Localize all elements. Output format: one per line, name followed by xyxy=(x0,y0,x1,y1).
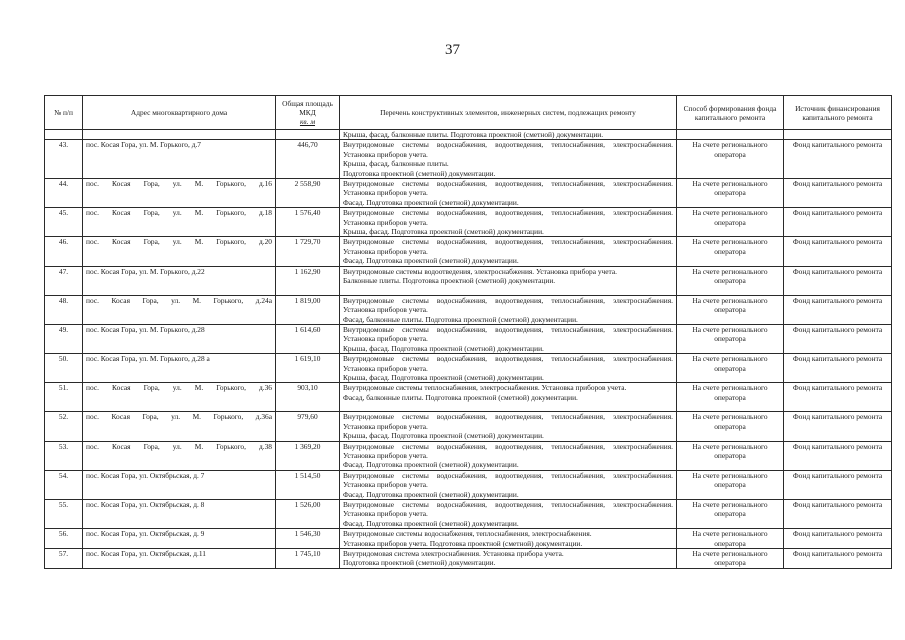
row-address: пос. Косая Гора, ул. Октябрьская, д. 7 xyxy=(83,470,276,499)
works-line: Подготовка проектной (сметной) документации. xyxy=(343,558,496,568)
row-method: На счете регионального оператора xyxy=(677,500,784,529)
row-works xyxy=(340,324,677,353)
row-method: На счете регионального оператора xyxy=(677,324,784,353)
row-number: 44. xyxy=(45,179,83,208)
row-method: На счете регионального оператора xyxy=(677,441,784,470)
works-line: Внутридомовые системы водоснабжения, водоотведения, теплоснабжения, электроснабжения. Установка приборов учета. xyxy=(343,140,673,159)
row-source: Фонд капитального ремонта xyxy=(784,266,892,295)
row-number: 56. xyxy=(45,529,83,549)
table-row xyxy=(45,140,892,179)
row-source: Фонд капитального ремонта xyxy=(784,140,892,179)
row-area: 1 614,60 xyxy=(276,324,340,353)
header-works: Перечень конструктивных элементов, инженерных систем, подлежащих ремонту xyxy=(340,96,677,130)
works-line: Внутридомовые системы водоснабжения, теплоснабжения, электроснабжения. xyxy=(343,529,592,539)
header-row xyxy=(45,96,892,130)
works-line: Внутридомовые системы водоснабжения, водоотведения, теплоснабжения, электроснабжения. Установка приборов учета. xyxy=(343,441,673,460)
row-source: Фонд капитального ремонта xyxy=(784,354,892,383)
works-line: Фасад. Подготовка проектной (сметной) документации. xyxy=(343,197,519,207)
header-method: Способ формирования фонда капитального ремонта xyxy=(677,96,784,130)
row-works xyxy=(340,500,677,529)
row-address: пос. Косая Гора, ул. Октябрьская, д. 8 xyxy=(83,500,276,529)
works-line: Подготовка проектной (сметной) документации. xyxy=(343,168,496,178)
row-works xyxy=(340,140,677,179)
works-line: Крыша, фасад. Подготовка проектной (сметной) документации. xyxy=(343,372,544,382)
row-area: 1 369,20 xyxy=(276,441,340,470)
table-row xyxy=(45,237,892,266)
row-area: 1 162,90 xyxy=(276,266,340,295)
row-method: На счете регионального оператора xyxy=(677,549,784,569)
works-line: Внутридомовые системы водоснабжения, водоотведения, теплоснабжения, электроснабжения. Установка приборов учета. xyxy=(343,412,673,431)
works-line: Внутридомовая система электроснабжения. Установка прибора учета. xyxy=(343,549,564,559)
row-area: 1 514,50 xyxy=(276,470,340,499)
row-number: 46. xyxy=(45,237,83,266)
cell-works: Крыша, фасад, балконные плиты. Подготовка проектной (сметной) документации. xyxy=(340,130,677,140)
row-area: 2 558,90 xyxy=(276,179,340,208)
row-address: пос. Косая Гора, ул. М. Горького, д.28 xyxy=(83,324,276,353)
row-works xyxy=(340,470,677,499)
row-address: пос. Косая Гора, ул. М. Горького, д.20 xyxy=(83,237,276,266)
row-method: На счете регионального оператора xyxy=(677,383,784,412)
row-method: На счете регионального оператора xyxy=(677,179,784,208)
cell-source xyxy=(784,130,892,140)
row-source: Фонд капитального ремонта xyxy=(784,549,892,569)
row-method: На счете регионального оператора xyxy=(677,140,784,179)
header-source: Источник финансирования капитального ремонта xyxy=(784,96,892,130)
row-works xyxy=(340,237,677,266)
row-source: Фонд капитального ремонта xyxy=(784,179,892,208)
works-line: Крыша, фасад. Подготовка проектной (сметной) документации. xyxy=(343,343,544,353)
row-number: 43. xyxy=(45,140,83,179)
row-source: Фонд капитального ремонта xyxy=(784,441,892,470)
works-line: Фасад. Подготовка проектной (сметной) документации. xyxy=(343,518,519,528)
works-line: Внутридомовые системы водоотведения, электроснабжения. Установка прибора учета. xyxy=(343,266,617,276)
row-area: 1 546,30 xyxy=(276,529,340,549)
row-works xyxy=(340,383,677,412)
row-works xyxy=(340,412,677,441)
row-area: 903,10 xyxy=(276,383,340,412)
cell-method xyxy=(677,130,784,140)
row-number: 57. xyxy=(45,549,83,569)
row-address: пос. Косая Гора, ул. Октябрьская, д.11 xyxy=(83,549,276,569)
row-source: Фонд капитального ремонта xyxy=(784,324,892,353)
row-works xyxy=(340,529,677,549)
row-address: пос. Косая Гора, ул. М. Горького, д.36а xyxy=(83,412,276,441)
row-address: пос. Косая Гора, ул. М. Горького, д.24а xyxy=(83,295,276,324)
row-number: 48. xyxy=(45,295,83,324)
row-number: 51. xyxy=(45,383,83,412)
row-method: На счете регионального оператора xyxy=(677,237,784,266)
row-works xyxy=(340,266,677,295)
works-line: Внутридомовые системы водоснабжения, водоотведения, теплоснабжения, электроснабжения. Установка приборов учета. xyxy=(343,354,673,373)
table-row xyxy=(45,500,892,529)
row-number: 50. xyxy=(45,354,83,383)
row-address: пос. Косая Гора, ул. М. Горького, д.7 xyxy=(83,140,276,179)
row-source: Фонд капитального ремонта xyxy=(784,412,892,441)
table-row xyxy=(45,529,892,549)
row-number: 54. xyxy=(45,470,83,499)
row-area: 1 526,00 xyxy=(276,500,340,529)
cell-num xyxy=(45,130,83,140)
row-works xyxy=(340,441,677,470)
row-method: На счете регионального оператора xyxy=(677,529,784,549)
works-line: Внутридомовые системы водоснабжения, водоотведения, теплоснабжения, электроснабжения. Установка приборов учета. xyxy=(343,500,673,519)
row-method: На счете регионального оператора xyxy=(677,470,784,499)
header-num: № п/п xyxy=(45,96,83,130)
table-row xyxy=(45,412,892,441)
works-line: Внутридомовые системы водоснабжения, водоотведения, теплоснабжения, электроснабжения. Установка приборов учета. xyxy=(343,208,673,227)
table-row xyxy=(45,441,892,470)
continuation-row xyxy=(45,130,892,140)
works-line: Внутридомовые системы водоснабжения, водоотведения, теплоснабжения, электроснабжения. Установка приборов учета. xyxy=(343,237,673,256)
works-line: Внутридомовые системы теплоснабжения, электроснабжения. Установка приборов учета. xyxy=(343,383,627,393)
row-works xyxy=(340,354,677,383)
row-number: 47. xyxy=(45,266,83,295)
row-source: Фонд капитального ремонта xyxy=(784,295,892,324)
cell-address xyxy=(83,130,276,140)
row-source: Фонд капитального ремонта xyxy=(784,529,892,549)
row-works xyxy=(340,179,677,208)
row-number: 52. xyxy=(45,412,83,441)
works-line: Фасад. Подготовка проектной (сметной) документации. xyxy=(343,256,519,266)
row-source: Фонд капитального ремонта xyxy=(784,470,892,499)
page-number: 37 xyxy=(445,42,460,58)
row-address: пос. Косая Гора, ул. Октябрьская, д. 9 xyxy=(83,529,276,549)
works-line: Фасад. Подготовка проектной (сметной) документации. xyxy=(343,489,519,499)
row-address: пос. Косая Гора, ул. М. Горького, д.18 xyxy=(83,208,276,237)
table-body xyxy=(45,130,892,569)
table-row xyxy=(45,324,892,353)
works-line: Внутридомовые системы водоснабжения, водоотведения, теплоснабжения, электроснабжения. Установка приборов учета. xyxy=(343,295,673,315)
table-row xyxy=(45,383,892,412)
works-line: Крыша, фасад. Подготовка проектной (сметной) документации. xyxy=(343,431,544,441)
row-area: 979,60 xyxy=(276,412,340,441)
row-works xyxy=(340,208,677,237)
row-address: пос. Косая Гора, ул. М. Горького, д.38 xyxy=(83,441,276,470)
works-line: Внутридомовые системы водоснабжения, водоотведения, теплоснабжения, электроснабжения. Установка приборов учета. xyxy=(343,470,673,490)
row-address: пос. Косая Гора, ул. М. Горького, д.22 xyxy=(83,266,276,295)
works-line: Внутридомовые системы водоснабжения, водоотведения, теплоснабжения, электроснабжения. Установка приборов учета. xyxy=(343,324,673,344)
table-row xyxy=(45,354,892,383)
table-row xyxy=(45,179,892,208)
works-line: Внутридомовые системы водоснабжения, водоотведения, теплоснабжения, электроснабжения. Установка приборов учета. xyxy=(343,179,673,198)
row-number: 45. xyxy=(45,208,83,237)
row-source: Фонд капитального ремонта xyxy=(784,237,892,266)
works-line: Фасад. Подготовка проектной (сметной) документации. xyxy=(343,460,519,470)
table-row xyxy=(45,295,892,324)
row-address: пос. Косая Гора, ул. М. Горького, д.16 xyxy=(83,179,276,208)
header-area-unit: кв. м xyxy=(299,117,316,126)
works-line: Фасад, балконные плиты. Подготовка проектной (сметной) документации. xyxy=(343,392,578,402)
row-area: 446,70 xyxy=(276,140,340,179)
row-area: 1 729,70 xyxy=(276,237,340,266)
row-works xyxy=(340,295,677,324)
row-works xyxy=(340,549,677,569)
row-source: Фонд капитального ремонта xyxy=(784,383,892,412)
row-method: На счете регионального оператора xyxy=(677,295,784,324)
row-method: На счете регионального оператора xyxy=(677,412,784,441)
row-method: На счете регионального оператора xyxy=(677,354,784,383)
row-method: На счете регионального оператора xyxy=(677,266,784,295)
row-number: 53. xyxy=(45,441,83,470)
row-address: пос. Косая Гора, ул. М. Горького, д.28 а xyxy=(83,354,276,383)
row-area: 1 576,40 xyxy=(276,208,340,237)
repair-register-table xyxy=(44,95,892,569)
header-area-label: Общая площадь МКД xyxy=(282,99,333,117)
row-area: 1 819,00 xyxy=(276,295,340,324)
table-row xyxy=(45,266,892,295)
row-area: 1 745,10 xyxy=(276,549,340,569)
works-line: Балконные плиты. Подготовка проектной (сметной) документации. xyxy=(343,276,556,286)
row-number: 55. xyxy=(45,500,83,529)
table-row xyxy=(45,208,892,237)
table-row xyxy=(45,549,892,569)
works-line: Установка приборов учета. Подготовка проектной (сметной) документации. xyxy=(343,538,583,548)
header-area xyxy=(276,96,340,130)
row-source: Фонд капитального ремонта xyxy=(784,500,892,529)
works-line: Фасад, балконные плиты. Подготовка проектной (сметной) документации. xyxy=(343,314,578,324)
row-area: 1 619,10 xyxy=(276,354,340,383)
header-address: Адрес многоквартирного дома xyxy=(83,96,276,130)
works-line: Крыша, фасад. Подготовка проектной (сметной) документации. xyxy=(343,227,544,237)
row-method: На счете регионального оператора xyxy=(677,208,784,237)
row-source: Фонд капитального ремонта xyxy=(784,208,892,237)
table-row xyxy=(45,470,892,499)
works-line: Крыша, фасад, балконные плиты. xyxy=(343,159,449,169)
row-address: пос. Косая Гора, ул. М. Горького, д.36 xyxy=(83,383,276,412)
row-number: 49. xyxy=(45,324,83,353)
cell-area xyxy=(276,130,340,140)
